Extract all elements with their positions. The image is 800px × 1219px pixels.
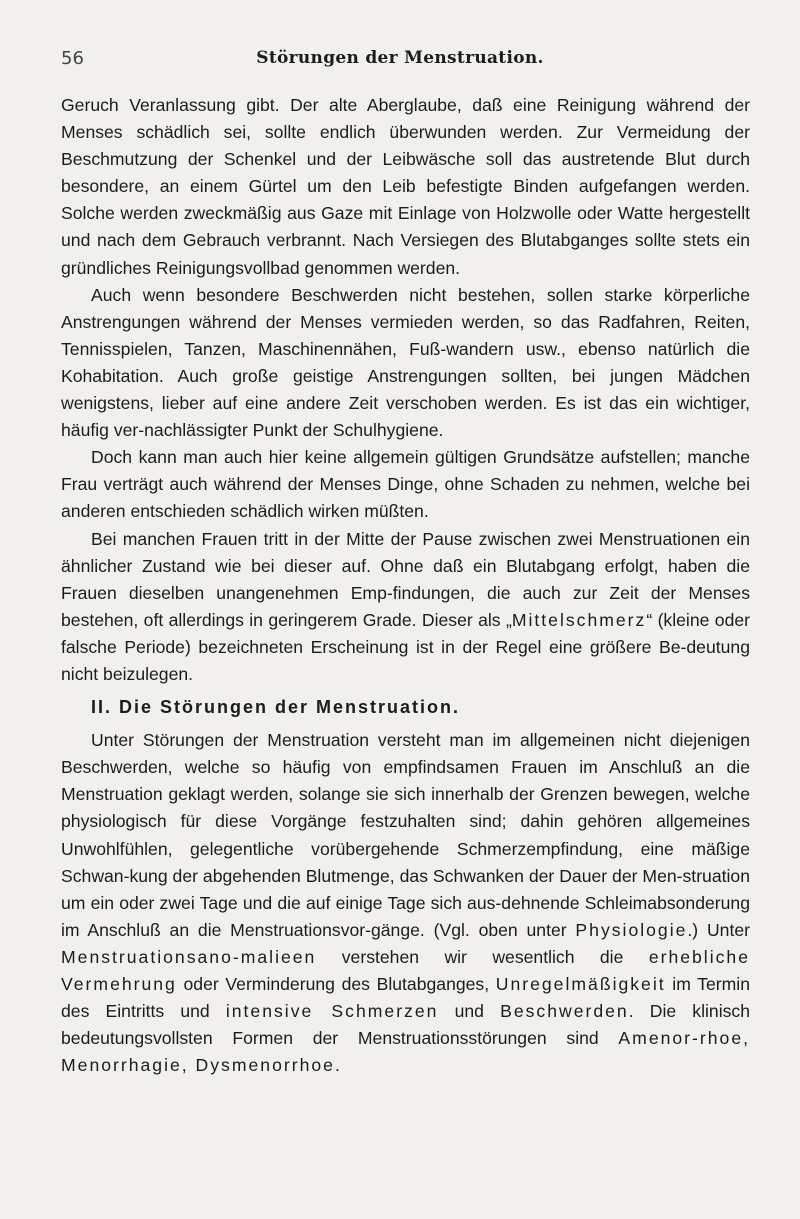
paragraph-5 xyxy=(61,727,750,1079)
term-beschwerden: Beschwerden xyxy=(500,1001,629,1022)
term-menstruationsanomalieen: Menstruationsano-malieen xyxy=(61,946,317,967)
section-heading: II. Die Störungen der Menstruation. xyxy=(91,697,461,718)
paragraph-5-text-g: oder Verminderung des Blutabganges, xyxy=(176,974,496,994)
paragraph-5-text-m: . Die klinisch bedeutungsvollsten Formen der Menstruationsstörungen sind xyxy=(61,1001,750,1049)
paragraph-5-text-k: und xyxy=(438,1001,501,1022)
paragraph-4-text-c: “ (kleine oder falsche Periode) bezeichneten Erscheinung ist in der Regel eine größere Be-deutung nicht beizulegen. xyxy=(61,609,750,684)
body-text xyxy=(61,92,750,1079)
term-erhebliche-vermehrung: erhebliche Vermehrung xyxy=(61,946,750,994)
paragraph-5-text-a: Unter Störungen der Menstruation versteht man im allgemeinen nicht diejenigen Beschwerden, welche so häufig von empfindsamen Frauen im Anschluß an die Menstruation geklagt werden, solange sie sich innerhalb der Grenzen bewegen, welche physiologisch für diese Vorgänge festzuhalten sind; dahin gehören allgemeines Unwohlfühlen, gelegentliche vorübergehende Schmerzempfindung, eine mäßige Schwan-kung der abgehenden Blutmenge, das Schwanken der Dauer der Men-struation um ein oder zwei Tage und die auf einige Tage sich aus-dehnende Schleimabsonderung im Anschluß an die Menstruationsvor-gänge. (Vgl. oben unter xyxy=(61,730,750,940)
paragraph-3: Doch kann man auch hier keine allgemein gültigen Grundsätze aufstellen; manche Frau verträgt auch während der Menses Dinge, ohne Schaden zu nehmen, welche bei anderen entschieden schädlich wirken müßten. xyxy=(61,447,750,522)
paragraph-5-text-c: .) Unter xyxy=(687,919,750,940)
paragraph-5-text-o: . xyxy=(334,1055,340,1076)
paragraph-1: Geruch Veranlassung gibt. Der alte Aberglaube, daß eine Reinigung während der Menses schädlich sei, sollte endlich überwunden werden. Zur Vermeidung der Beschmutzung der Schenkel und der Leibwäsche soll das austretende Blut durch besondere, an einem Gürtel um den Leib befestigte Binden aufgefangen werden. Solche werden zweckmäßig aus Gaze mit Einlage von Holzwolle oder Watte hergestellt und nach dem Gebrauch verbrannt. Nach Versiegen des Blutabganges sollte stets ein gründliches Reinigungsvollbad genommen werden. xyxy=(61,95,750,278)
page-number: 56 xyxy=(61,48,84,69)
running-title: Störungen der Menstruation. xyxy=(256,48,544,68)
term-intensive-schmerzen: intensive Schmerzen xyxy=(225,1001,439,1022)
paragraph-5-text-i: im Termin des Eintritts und xyxy=(61,974,750,1022)
paragraph-5-text-e: verstehen wir wesentlich die xyxy=(316,946,649,967)
term-unregelmaessigkeit: Unregelmäßigkeit xyxy=(495,974,666,994)
paragraph-4 xyxy=(61,526,750,689)
term-amenorrhoe-list: Amenor-rhoe, Menorrhagie, Dysmenorrhoe xyxy=(61,1028,750,1076)
paragraph-4-text-a: Bei manchen Frauen tritt in der Mitte der Pause zwischen zwei Menstruationen ein ähnlicher Zustand wie bei dieser auf. Ohne daß ein Blutabgang erfolgt, haben die Frauen dieselben unangenehmen Emp-findungen, die auch zur Zeit der Menses bestehen, oft allerdings in geringerem Grade. Dieser als „ xyxy=(61,528,750,630)
paragraph-2: Auch wenn besondere Beschwerden nicht bestehen, sollen starke körperliche Anstrengungen während der Menses vermieden werden, so das Radfahren, Reiten, Tennisspielen, Tanzen, Maschinennähen, Fuß-wandern usw., ebenso natürlich die Kohabitation. Auch große geistige Anstrengungen sollten, bei jungen Mädchen wenigstens, lieber auf eine andere Zeit verschoben werden. Es ist das ein wichtiger, häufig ver-nachlässigter Punkt der Schulhygiene. xyxy=(61,284,750,441)
term-physiologie: Physiologie xyxy=(575,919,688,940)
term-mittelschmerz: Mittelschmerz xyxy=(511,609,647,630)
running-head xyxy=(61,48,739,74)
